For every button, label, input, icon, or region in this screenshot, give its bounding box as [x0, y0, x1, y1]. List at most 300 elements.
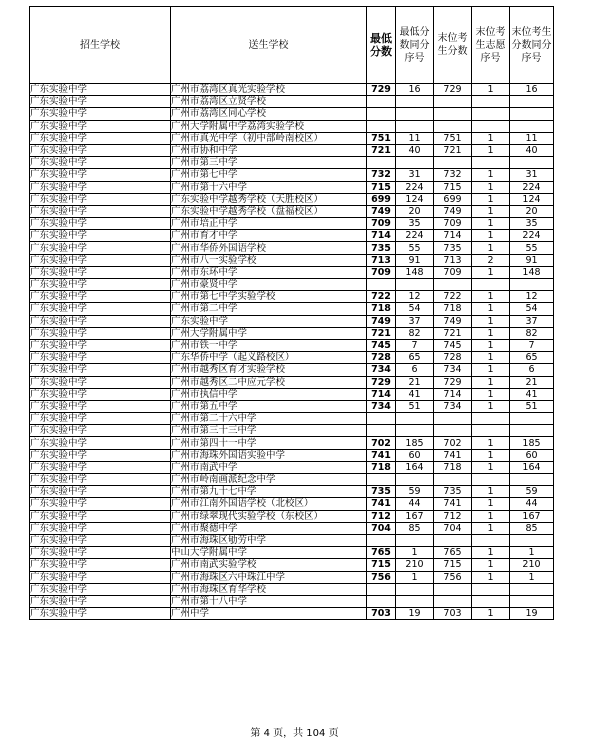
- table-row: [30, 339, 554, 351]
- cell-min-score: 718: [367, 461, 396, 473]
- cell-min-score: 704: [367, 522, 396, 534]
- cell-enrolling-school: 广东实验中学: [30, 595, 171, 607]
- cell-enrolling-school: 广东实验中学: [30, 132, 171, 144]
- cell-last-score: 718: [434, 303, 472, 315]
- cell-min-score: [367, 96, 396, 108]
- cell-last-score: 714: [434, 388, 472, 400]
- cell-min-score: 745: [367, 339, 396, 351]
- cell-last-choice-order: 1: [472, 327, 510, 339]
- table-row: [30, 400, 554, 412]
- cell-min-score-rank: [396, 96, 434, 108]
- cell-min-score: 751: [367, 132, 396, 144]
- table-row: [30, 376, 554, 388]
- cell-enrolling-school: 广东实验中学: [30, 108, 171, 120]
- cell-min-score-rank: 54: [396, 303, 434, 315]
- cell-last-score-rank: 20: [510, 205, 554, 217]
- cell-sending-school: 广东实验中学越秀学校（天胜校区）: [171, 193, 367, 205]
- cell-sending-school: 广州市岭南画派纪念中学: [171, 474, 367, 486]
- cell-sending-school: 广州市第七中学实验学校: [171, 291, 367, 303]
- cell-min-score-rank: 19: [396, 608, 434, 620]
- cell-last-score-rank: [510, 108, 554, 120]
- cell-last-choice-order: 1: [472, 181, 510, 193]
- cell-min-score: 715: [367, 181, 396, 193]
- cell-min-score-rank: 21: [396, 376, 434, 388]
- cell-last-score-rank: 224: [510, 230, 554, 242]
- cell-enrolling-school: 广东实验中学: [30, 266, 171, 278]
- cell-sending-school: 广州市第五中学: [171, 400, 367, 412]
- cell-min-score-rank: 167: [396, 510, 434, 522]
- cell-last-score-rank: 185: [510, 437, 554, 449]
- cell-last-score-rank: [510, 120, 554, 132]
- cell-min-score: 721: [367, 144, 396, 156]
- cell-last-score: 709: [434, 218, 472, 230]
- cell-sending-school: 广州市协和中学: [171, 144, 367, 156]
- header-sending-school: 送生学校: [171, 7, 367, 84]
- cell-last-score: 702: [434, 437, 472, 449]
- cell-enrolling-school: 广东实验中学: [30, 205, 171, 217]
- cell-min-score-rank: 37: [396, 315, 434, 327]
- table-row: [30, 498, 554, 510]
- cell-min-score: [367, 583, 396, 595]
- cell-sending-school: 广州市培正中学: [171, 218, 367, 230]
- table-row: [30, 157, 554, 169]
- cell-sending-school: 广州市华侨外国语学校: [171, 242, 367, 254]
- table-row: [30, 522, 554, 534]
- cell-min-score-rank: 6: [396, 364, 434, 376]
- cell-min-score-rank: [396, 425, 434, 437]
- table-row: [30, 193, 554, 205]
- cell-min-score: 714: [367, 388, 396, 400]
- cell-last-score: 735: [434, 486, 472, 498]
- cell-last-score-rank: 55: [510, 242, 554, 254]
- cell-min-score-rank: 55: [396, 242, 434, 254]
- cell-last-score-rank: 31: [510, 169, 554, 181]
- cell-min-score-rank: 35: [396, 218, 434, 230]
- cell-min-score: [367, 108, 396, 120]
- cell-last-choice-order: 1: [472, 339, 510, 351]
- cell-sending-school: 广州市荔湾区真光实验学校: [171, 84, 367, 96]
- table-row: [30, 559, 554, 571]
- cell-last-score-rank: 12: [510, 291, 554, 303]
- cell-min-score: 712: [367, 510, 396, 522]
- cell-last-choice-order: [472, 413, 510, 425]
- cell-sending-school: 广州市荔湾区立贤学校: [171, 96, 367, 108]
- cell-sending-school: 广东实验中学: [171, 315, 367, 327]
- table-row: [30, 608, 554, 620]
- header-min-score: 最低分数: [367, 7, 396, 84]
- cell-min-score-rank: 210: [396, 559, 434, 571]
- cell-last-score: 729: [434, 376, 472, 388]
- header-last-choice-order: 末位考生志愿序号: [472, 7, 510, 84]
- cell-last-score-rank: 1: [510, 571, 554, 583]
- cell-last-choice-order: 1: [472, 266, 510, 278]
- cell-last-choice-order: 1: [472, 547, 510, 559]
- cell-last-score-rank: 54: [510, 303, 554, 315]
- cell-min-score-rank: 40: [396, 144, 434, 156]
- cell-min-score: 713: [367, 254, 396, 266]
- cell-last-score-rank: 85: [510, 522, 554, 534]
- cell-enrolling-school: 广东实验中学: [30, 96, 171, 108]
- cell-min-score-rank: 59: [396, 486, 434, 498]
- cell-last-choice-order: [472, 474, 510, 486]
- cell-min-score-rank: [396, 108, 434, 120]
- cell-last-score: [434, 474, 472, 486]
- cell-sending-school: 广州市海珠区六中珠江中学: [171, 571, 367, 583]
- cell-last-score-rank: 44: [510, 498, 554, 510]
- cell-last-score-rank: [510, 279, 554, 291]
- cell-min-score: [367, 425, 396, 437]
- cell-min-score: 735: [367, 486, 396, 498]
- cell-last-score: 714: [434, 230, 472, 242]
- cell-enrolling-school: 广东实验中学: [30, 327, 171, 339]
- cell-last-score-rank: [510, 96, 554, 108]
- cell-last-score-rank: [510, 474, 554, 486]
- table-row: [30, 230, 554, 242]
- cell-sending-school: 广州市八一实验学校: [171, 254, 367, 266]
- cell-min-score-rank: 11: [396, 132, 434, 144]
- cell-last-choice-order: 1: [472, 303, 510, 315]
- cell-min-score: 749: [367, 205, 396, 217]
- cell-sending-school: 广州市第二中学: [171, 303, 367, 315]
- cell-last-score-rank: 35: [510, 218, 554, 230]
- table-row: [30, 120, 554, 132]
- cell-last-score-rank: [510, 595, 554, 607]
- cell-last-score-rank: 65: [510, 352, 554, 364]
- cell-min-score-rank: [396, 120, 434, 132]
- cell-min-score: 734: [367, 400, 396, 412]
- cell-enrolling-school: 广东实验中学: [30, 559, 171, 571]
- cell-last-score: 722: [434, 291, 472, 303]
- table-row: [30, 327, 554, 339]
- cell-min-score-rank: [396, 157, 434, 169]
- cell-enrolling-school: 广东实验中学: [30, 474, 171, 486]
- cell-min-score-rank: 7: [396, 339, 434, 351]
- table-row: [30, 571, 554, 583]
- cell-last-score-rank: [510, 583, 554, 595]
- cell-min-score: 735: [367, 242, 396, 254]
- cell-sending-school: 广州市海珠外国语实验中学: [171, 449, 367, 461]
- cell-min-score-rank: 31: [396, 169, 434, 181]
- cell-min-score: 765: [367, 547, 396, 559]
- cell-last-score: 715: [434, 559, 472, 571]
- cell-last-score: 745: [434, 339, 472, 351]
- cell-sending-school: 广州市真光中学（初中部岭南校区）: [171, 132, 367, 144]
- cell-last-score: 713: [434, 254, 472, 266]
- cell-min-score-rank: 60: [396, 449, 434, 461]
- cell-last-choice-order: [472, 157, 510, 169]
- cell-sending-school: 广州市第二十六中学: [171, 413, 367, 425]
- cell-enrolling-school: 广东实验中学: [30, 169, 171, 181]
- cell-last-choice-order: [472, 583, 510, 595]
- cell-enrolling-school: 广东实验中学: [30, 181, 171, 193]
- cell-enrolling-school: 广东实验中学: [30, 522, 171, 534]
- cell-sending-school: 广州市豪贤中学: [171, 279, 367, 291]
- cell-last-score: [434, 96, 472, 108]
- cell-last-score-rank: 167: [510, 510, 554, 522]
- cell-enrolling-school: 广东实验中学: [30, 571, 171, 583]
- cell-enrolling-school: 广东实验中学: [30, 352, 171, 364]
- table-row: [30, 132, 554, 144]
- table-row: [30, 425, 554, 437]
- cell-min-score: [367, 157, 396, 169]
- cell-min-score: [367, 474, 396, 486]
- cell-last-choice-order: 1: [472, 352, 510, 364]
- cell-last-score: 728: [434, 352, 472, 364]
- header-enrolling-school: 招生学校: [30, 7, 171, 84]
- cell-min-score-rank: 185: [396, 437, 434, 449]
- page-footer: 第 4 页，共 104 页: [250, 728, 339, 739]
- cell-last-choice-order: [472, 120, 510, 132]
- cell-last-choice-order: 1: [472, 193, 510, 205]
- cell-last-choice-order: [472, 279, 510, 291]
- cell-sending-school: 广州市育才中学: [171, 230, 367, 242]
- cell-enrolling-school: 广东实验中学: [30, 230, 171, 242]
- cell-last-score-rank: [510, 413, 554, 425]
- table-row: [30, 595, 554, 607]
- cell-last-score: [434, 108, 472, 120]
- cell-last-score-rank: 224: [510, 181, 554, 193]
- cell-min-score: 714: [367, 230, 396, 242]
- cell-sending-school: 广州市铁一中学: [171, 339, 367, 351]
- cell-last-score-rank: 37: [510, 315, 554, 327]
- cell-last-score-rank: 21: [510, 376, 554, 388]
- cell-enrolling-school: 广东实验中学: [30, 254, 171, 266]
- cell-enrolling-school: 广东实验中学: [30, 486, 171, 498]
- table-row: [30, 144, 554, 156]
- cell-enrolling-school: 广东实验中学: [30, 84, 171, 96]
- cell-enrolling-school: 广东实验中学: [30, 510, 171, 522]
- cell-sending-school: 广州市第十六中学: [171, 181, 367, 193]
- cell-last-score-rank: 164: [510, 461, 554, 473]
- cell-min-score: 749: [367, 315, 396, 327]
- cell-min-score-rank: 16: [396, 84, 434, 96]
- cell-last-choice-order: 1: [472, 242, 510, 254]
- cell-sending-school: 广州市海珠区育华学校: [171, 583, 367, 595]
- cell-last-choice-order: [472, 96, 510, 108]
- cell-last-score: 749: [434, 205, 472, 217]
- cell-last-score-rank: 59: [510, 486, 554, 498]
- cell-last-score: [434, 157, 472, 169]
- cell-enrolling-school: 广东实验中学: [30, 608, 171, 620]
- cell-min-score-rank: [396, 279, 434, 291]
- cell-enrolling-school: 广东实验中学: [30, 376, 171, 388]
- admission-table: [29, 6, 554, 620]
- cell-enrolling-school: 广东实验中学: [30, 425, 171, 437]
- cell-min-score-rank: 85: [396, 522, 434, 534]
- table-row: [30, 303, 554, 315]
- cell-min-score: [367, 595, 396, 607]
- cell-last-choice-order: 1: [472, 205, 510, 217]
- cell-min-score: 732: [367, 169, 396, 181]
- cell-last-score: 734: [434, 400, 472, 412]
- cell-enrolling-school: 广东实验中学: [30, 388, 171, 400]
- cell-last-choice-order: 1: [472, 84, 510, 96]
- cell-last-score: 721: [434, 144, 472, 156]
- cell-sending-school: 广州大学附属中学荔湾实验学校: [171, 120, 367, 132]
- cell-enrolling-school: 广东实验中学: [30, 303, 171, 315]
- cell-min-score: 756: [367, 571, 396, 583]
- cell-min-score-rank: 12: [396, 291, 434, 303]
- cell-last-score: 712: [434, 510, 472, 522]
- cell-enrolling-school: 广东实验中学: [30, 279, 171, 291]
- cell-min-score: 722: [367, 291, 396, 303]
- cell-last-score: [434, 120, 472, 132]
- table-row: [30, 254, 554, 266]
- table-header: [30, 7, 554, 84]
- cell-last-choice-order: 1: [472, 132, 510, 144]
- cell-min-score-rank: 82: [396, 327, 434, 339]
- table-row: [30, 583, 554, 595]
- cell-min-score: 729: [367, 84, 396, 96]
- cell-last-score-rank: 60: [510, 449, 554, 461]
- cell-last-score: 734: [434, 364, 472, 376]
- table-row: [30, 352, 554, 364]
- cell-sending-school: 广东华侨中学（起义路校区）: [171, 352, 367, 364]
- table-row: [30, 449, 554, 461]
- cell-enrolling-school: 广东实验中学: [30, 218, 171, 230]
- cell-last-score-rank: [510, 534, 554, 546]
- cell-min-score-rank: [396, 413, 434, 425]
- table-row: [30, 388, 554, 400]
- cell-last-score: [434, 425, 472, 437]
- cell-last-choice-order: 1: [472, 291, 510, 303]
- cell-last-score: [434, 413, 472, 425]
- table-row: [30, 108, 554, 120]
- cell-enrolling-school: 广东实验中学: [30, 193, 171, 205]
- cell-sending-school: 广州市第三十三中学: [171, 425, 367, 437]
- cell-last-score: 756: [434, 571, 472, 583]
- cell-last-score-rank: 41: [510, 388, 554, 400]
- cell-min-score: 715: [367, 559, 396, 571]
- cell-min-score: 699: [367, 193, 396, 205]
- table-row: [30, 364, 554, 376]
- cell-min-score-rank: [396, 595, 434, 607]
- cell-last-choice-order: 1: [472, 400, 510, 412]
- table-row: [30, 510, 554, 522]
- table-row: [30, 474, 554, 486]
- cell-last-score: 718: [434, 461, 472, 473]
- cell-sending-school: 中山大学附属中学: [171, 547, 367, 559]
- cell-min-score-rank: 224: [396, 181, 434, 193]
- cell-last-choice-order: [472, 108, 510, 120]
- cell-last-choice-order: 1: [472, 315, 510, 327]
- cell-min-score-rank: [396, 583, 434, 595]
- table-row: [30, 266, 554, 278]
- table-body: [30, 84, 554, 620]
- cell-min-score: 718: [367, 303, 396, 315]
- table-row: [30, 84, 554, 96]
- cell-sending-school: 广州市第七中学: [171, 169, 367, 181]
- cell-last-choice-order: 1: [472, 559, 510, 571]
- cell-last-choice-order: 1: [472, 498, 510, 510]
- cell-last-score-rank: 7: [510, 339, 554, 351]
- cell-min-score-rank: 224: [396, 230, 434, 242]
- table-row: [30, 547, 554, 559]
- cell-sending-school: 广州市第十八中学: [171, 595, 367, 607]
- cell-enrolling-school: 广东实验中学: [30, 291, 171, 303]
- cell-min-score-rank: 20: [396, 205, 434, 217]
- table-row: [30, 242, 554, 254]
- table-row: [30, 437, 554, 449]
- cell-min-score: 729: [367, 376, 396, 388]
- cell-sending-school: 广州市东环中学: [171, 266, 367, 278]
- cell-last-score: [434, 534, 472, 546]
- cell-min-score-rank: 164: [396, 461, 434, 473]
- cell-min-score-rank: 65: [396, 352, 434, 364]
- cell-last-choice-order: 1: [472, 571, 510, 583]
- cell-last-choice-order: 1: [472, 449, 510, 461]
- cell-last-score-rank: 91: [510, 254, 554, 266]
- header-last-score-rank: 末位考生分数同分序号: [510, 7, 554, 84]
- cell-sending-school: 广州市南武中学: [171, 461, 367, 473]
- cell-last-score-rank: 124: [510, 193, 554, 205]
- cell-enrolling-school: 广东实验中学: [30, 339, 171, 351]
- cell-min-score: [367, 279, 396, 291]
- cell-sending-school: 广州市执信中学: [171, 388, 367, 400]
- cell-min-score-rank: [396, 534, 434, 546]
- cell-last-choice-order: 1: [472, 144, 510, 156]
- table-row: [30, 534, 554, 546]
- cell-enrolling-school: 广东实验中学: [30, 315, 171, 327]
- cell-last-choice-order: 1: [472, 169, 510, 181]
- cell-last-choice-order: 1: [472, 608, 510, 620]
- cell-min-score: 709: [367, 218, 396, 230]
- cell-last-choice-order: 2: [472, 254, 510, 266]
- cell-last-score-rank: 19: [510, 608, 554, 620]
- cell-min-score: 741: [367, 449, 396, 461]
- cell-last-choice-order: [472, 425, 510, 437]
- cell-last-choice-order: 1: [472, 376, 510, 388]
- cell-sending-school: 广州中学: [171, 608, 367, 620]
- cell-enrolling-school: 广东实验中学: [30, 498, 171, 510]
- cell-last-score: 699: [434, 193, 472, 205]
- cell-min-score: 709: [367, 266, 396, 278]
- cell-enrolling-school: 广东实验中学: [30, 547, 171, 559]
- cell-enrolling-school: 广东实验中学: [30, 449, 171, 461]
- cell-last-score-rank: 1: [510, 547, 554, 559]
- table-row: [30, 96, 554, 108]
- cell-sending-school: 广州市第四十一中学: [171, 437, 367, 449]
- cell-min-score: 734: [367, 364, 396, 376]
- cell-last-choice-order: 1: [472, 364, 510, 376]
- cell-min-score: [367, 413, 396, 425]
- cell-last-score: [434, 279, 472, 291]
- cell-last-choice-order: 1: [472, 218, 510, 230]
- cell-last-score: 751: [434, 132, 472, 144]
- cell-sending-school: 广州市聚德中学: [171, 522, 367, 534]
- cell-enrolling-school: 广东实验中学: [30, 534, 171, 546]
- cell-min-score-rank: 91: [396, 254, 434, 266]
- cell-last-score: 741: [434, 449, 472, 461]
- cell-last-score-rank: 6: [510, 364, 554, 376]
- cell-enrolling-school: 广东实验中学: [30, 437, 171, 449]
- cell-sending-school: 广州市第九十七中学: [171, 486, 367, 498]
- cell-last-choice-order: [472, 595, 510, 607]
- cell-min-score-rank: 148: [396, 266, 434, 278]
- cell-min-score-rank: 124: [396, 193, 434, 205]
- cell-last-score: 735: [434, 242, 472, 254]
- cell-last-score: [434, 583, 472, 595]
- cell-last-choice-order: 1: [472, 230, 510, 242]
- cell-sending-school: 广州大学附属中学: [171, 327, 367, 339]
- cell-min-score: 703: [367, 608, 396, 620]
- cell-enrolling-school: 广东实验中学: [30, 413, 171, 425]
- cell-last-score-rank: 148: [510, 266, 554, 278]
- cell-last-score: 709: [434, 266, 472, 278]
- cell-min-score: 702: [367, 437, 396, 449]
- cell-last-score-rank: 51: [510, 400, 554, 412]
- cell-last-score-rank: [510, 425, 554, 437]
